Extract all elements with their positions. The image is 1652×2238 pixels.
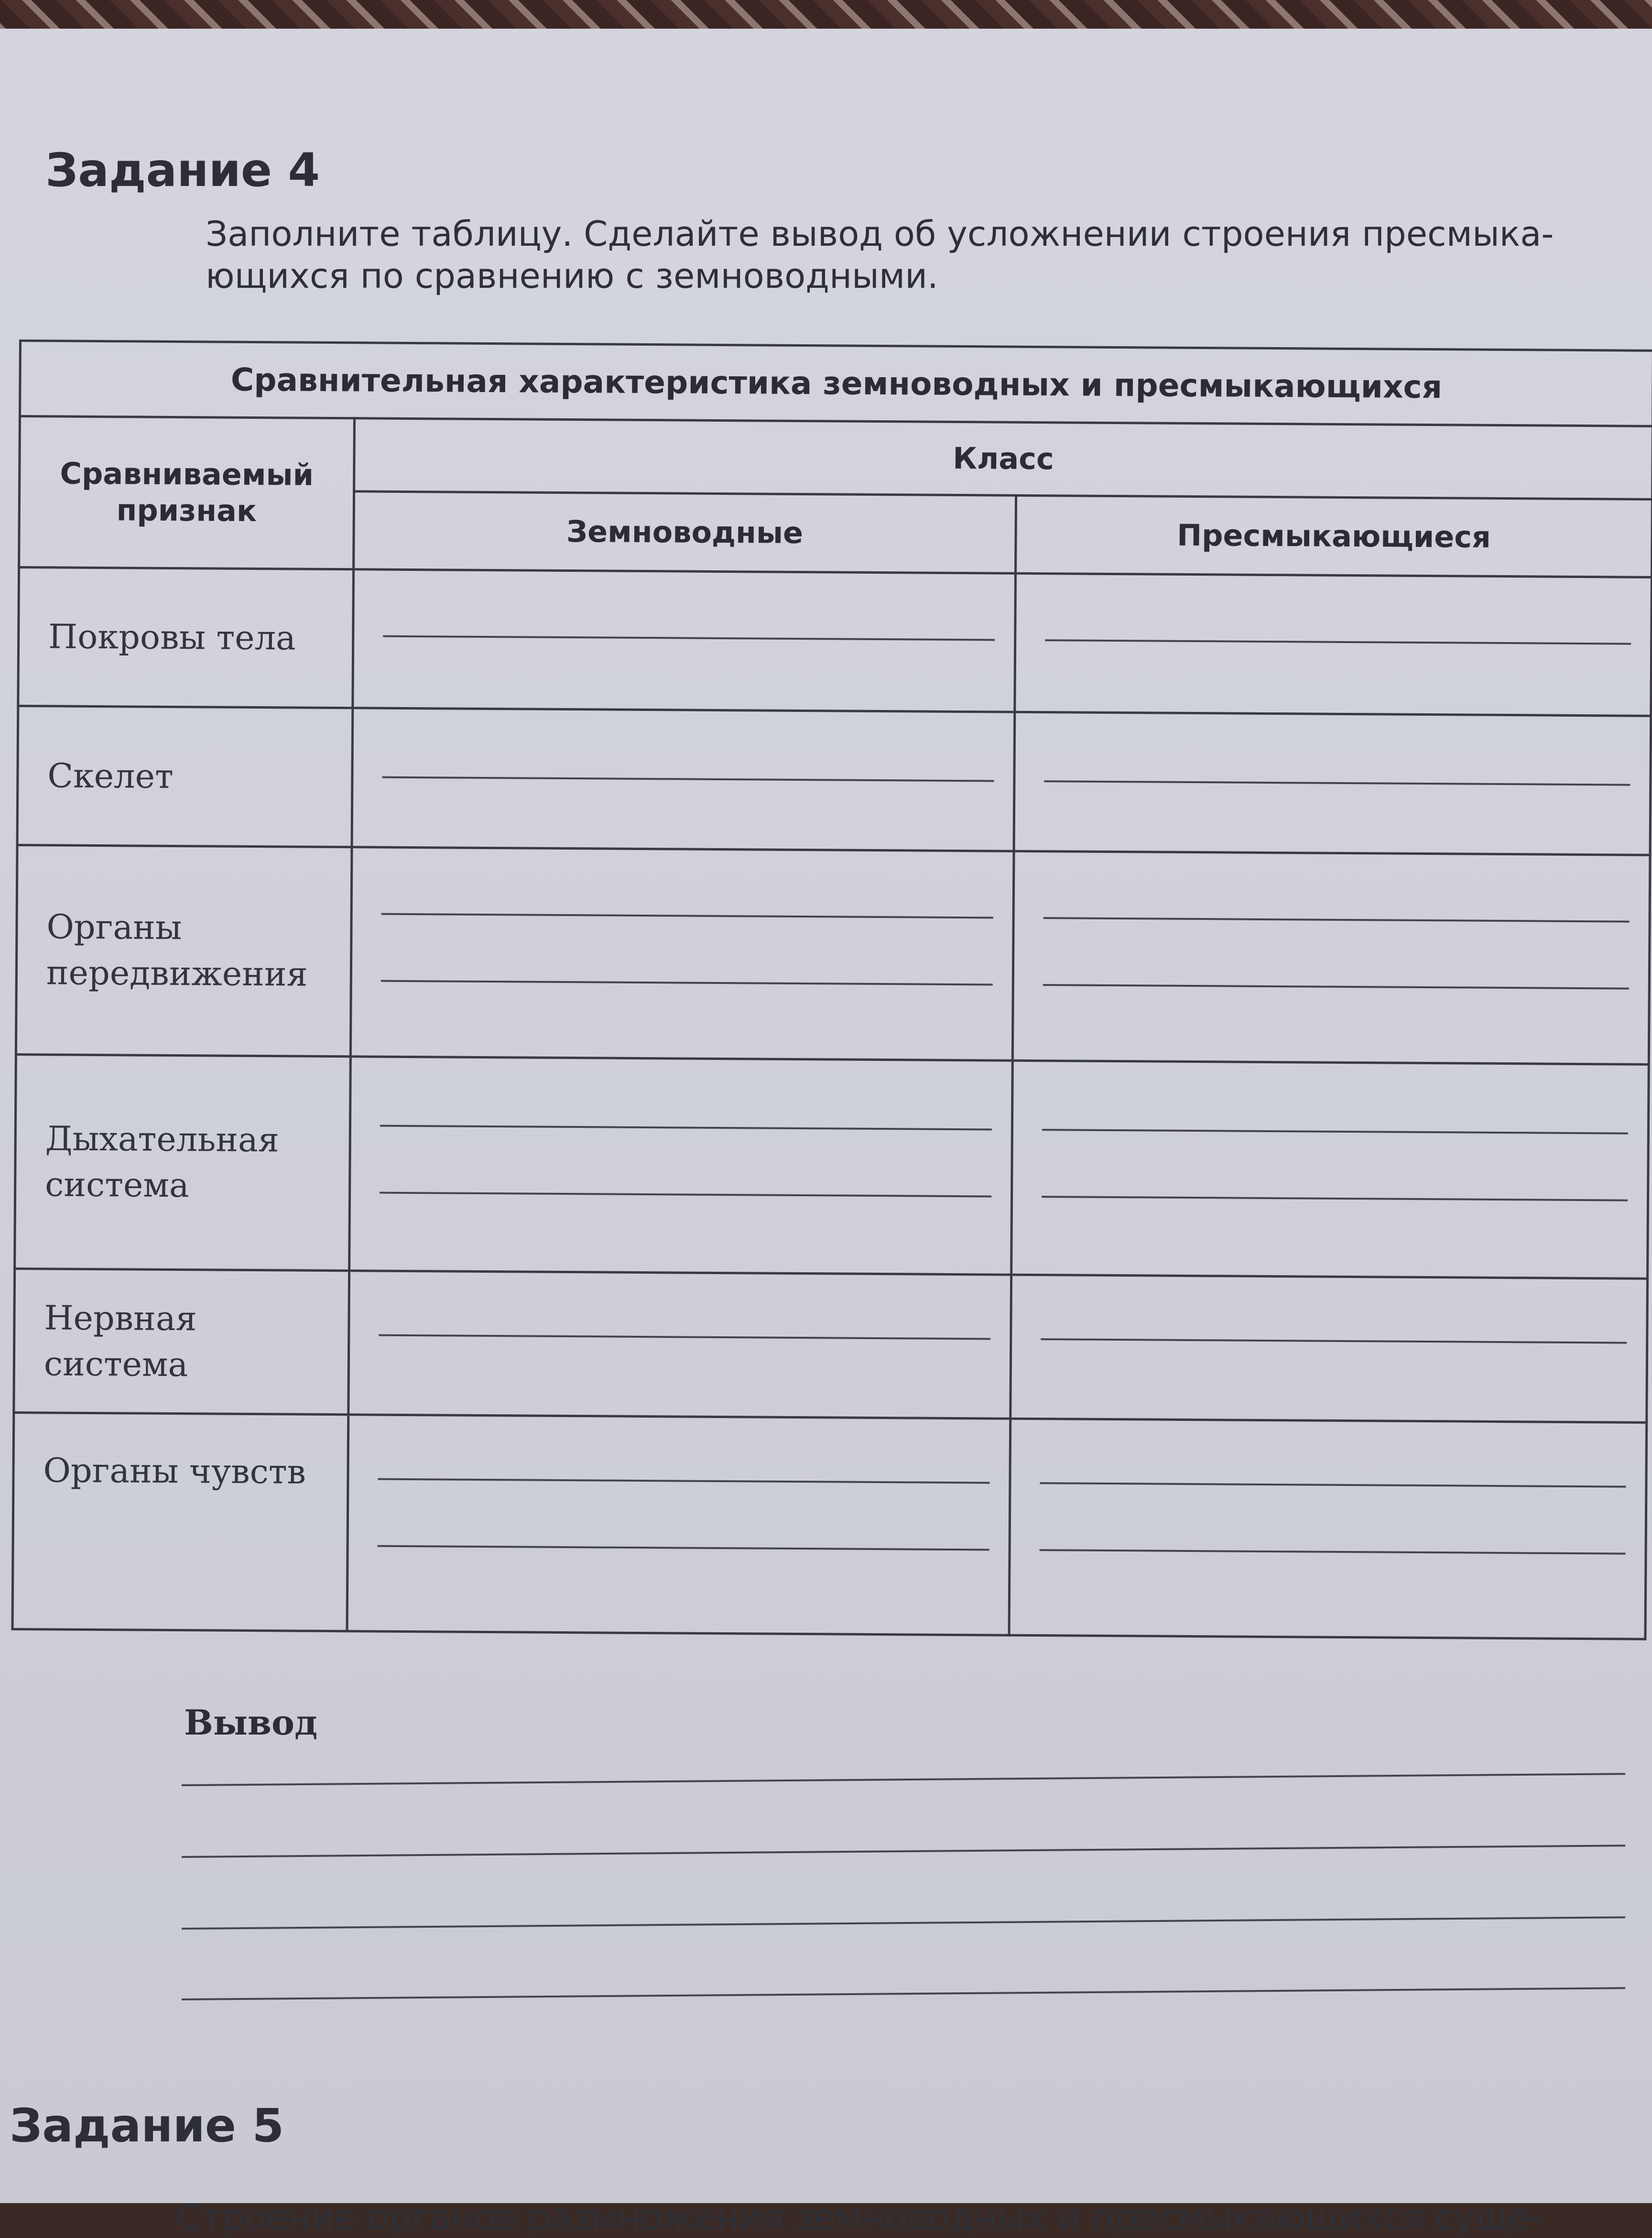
table-title: Сравнительная характеристика земноводных и пресмыкающихся [20,341,1652,426]
row-label: Дыхательная система [15,1054,351,1271]
table-row [17,706,1651,855]
column-header-reptiles: Пресмыкающиеся [1016,495,1652,577]
answer-cell-amphibians[interactable] [352,708,1015,851]
write-line [381,913,993,918]
table-row [16,845,1650,1064]
conclusion-label: Вывод [184,1702,318,1743]
write-line [1042,1196,1628,1201]
feature-header [19,416,355,569]
write-line [381,980,993,985]
row-label: Органы чувств [12,1412,348,1631]
instruction-line-2: ющихся по сравнению с земноводными. [206,256,938,296]
table-row [14,1268,1648,1422]
row-label: Нервная система [14,1268,349,1414]
task5-heading: Задание 5 [10,2099,284,2152]
table-row [18,567,1652,716]
answer-cell-amphibians[interactable] [349,1056,1013,1275]
write-line [1045,639,1631,644]
conclusion-line[interactable] [182,1845,1625,1858]
row-label: Скелет [17,706,353,847]
answer-cell-amphibians[interactable] [353,569,1016,712]
conclusion-line[interactable] [182,1773,1625,1786]
instruction-line-1: Заполните таблицу. Сделайте вывод об усложнении строения пресмыка- [206,214,1554,254]
write-line [383,635,995,641]
table-row [15,1054,1649,1278]
write-line [380,1124,992,1130]
conclusion-line[interactable] [182,1987,1625,2000]
answer-cell-amphibians[interactable] [347,1414,1011,1635]
answer-cell-reptiles[interactable] [1011,1275,1648,1422]
comparison-table [11,339,1652,1640]
write-line [1040,1549,1626,1554]
answer-cell-amphibians[interactable] [348,1271,1011,1419]
task5-text: Строение органов размножения земноводных и пресмыкающихся суще- [177,2197,1543,2238]
task4-instruction [206,213,1582,297]
write-line [378,1478,989,1484]
task4-heading: Задание 4 [45,143,320,197]
write-line [1043,917,1630,922]
answer-cell-reptiles[interactable] [1015,573,1652,716]
answer-cell-reptiles[interactable] [1011,1060,1649,1278]
write-line [1042,1129,1628,1134]
conclusion-line[interactable] [182,1916,1625,1930]
answer-cell-reptiles[interactable] [1014,712,1651,855]
write-line [382,776,994,782]
write-line [1040,1482,1626,1487]
feature-header-label: Сравниваемый признак [60,456,314,529]
row-label: Покровы тела [18,567,354,708]
write-line [380,1191,991,1197]
workbook-page [0,29,1652,2238]
row-label: Органы передвижения [16,845,352,1056]
write-line [1041,1338,1627,1343]
table-row [12,1412,1647,1639]
write-line [1044,780,1630,786]
write-line [1043,984,1629,989]
class-header: Класс [354,418,1652,499]
answer-cell-amphibians[interactable] [350,847,1014,1060]
column-header-amphibians: Земноводные [354,491,1016,573]
answer-cell-reptiles[interactable] [1012,851,1650,1064]
answer-cell-reptiles[interactable] [1009,1419,1647,1639]
write-line [378,1545,989,1550]
write-line [379,1334,990,1340]
